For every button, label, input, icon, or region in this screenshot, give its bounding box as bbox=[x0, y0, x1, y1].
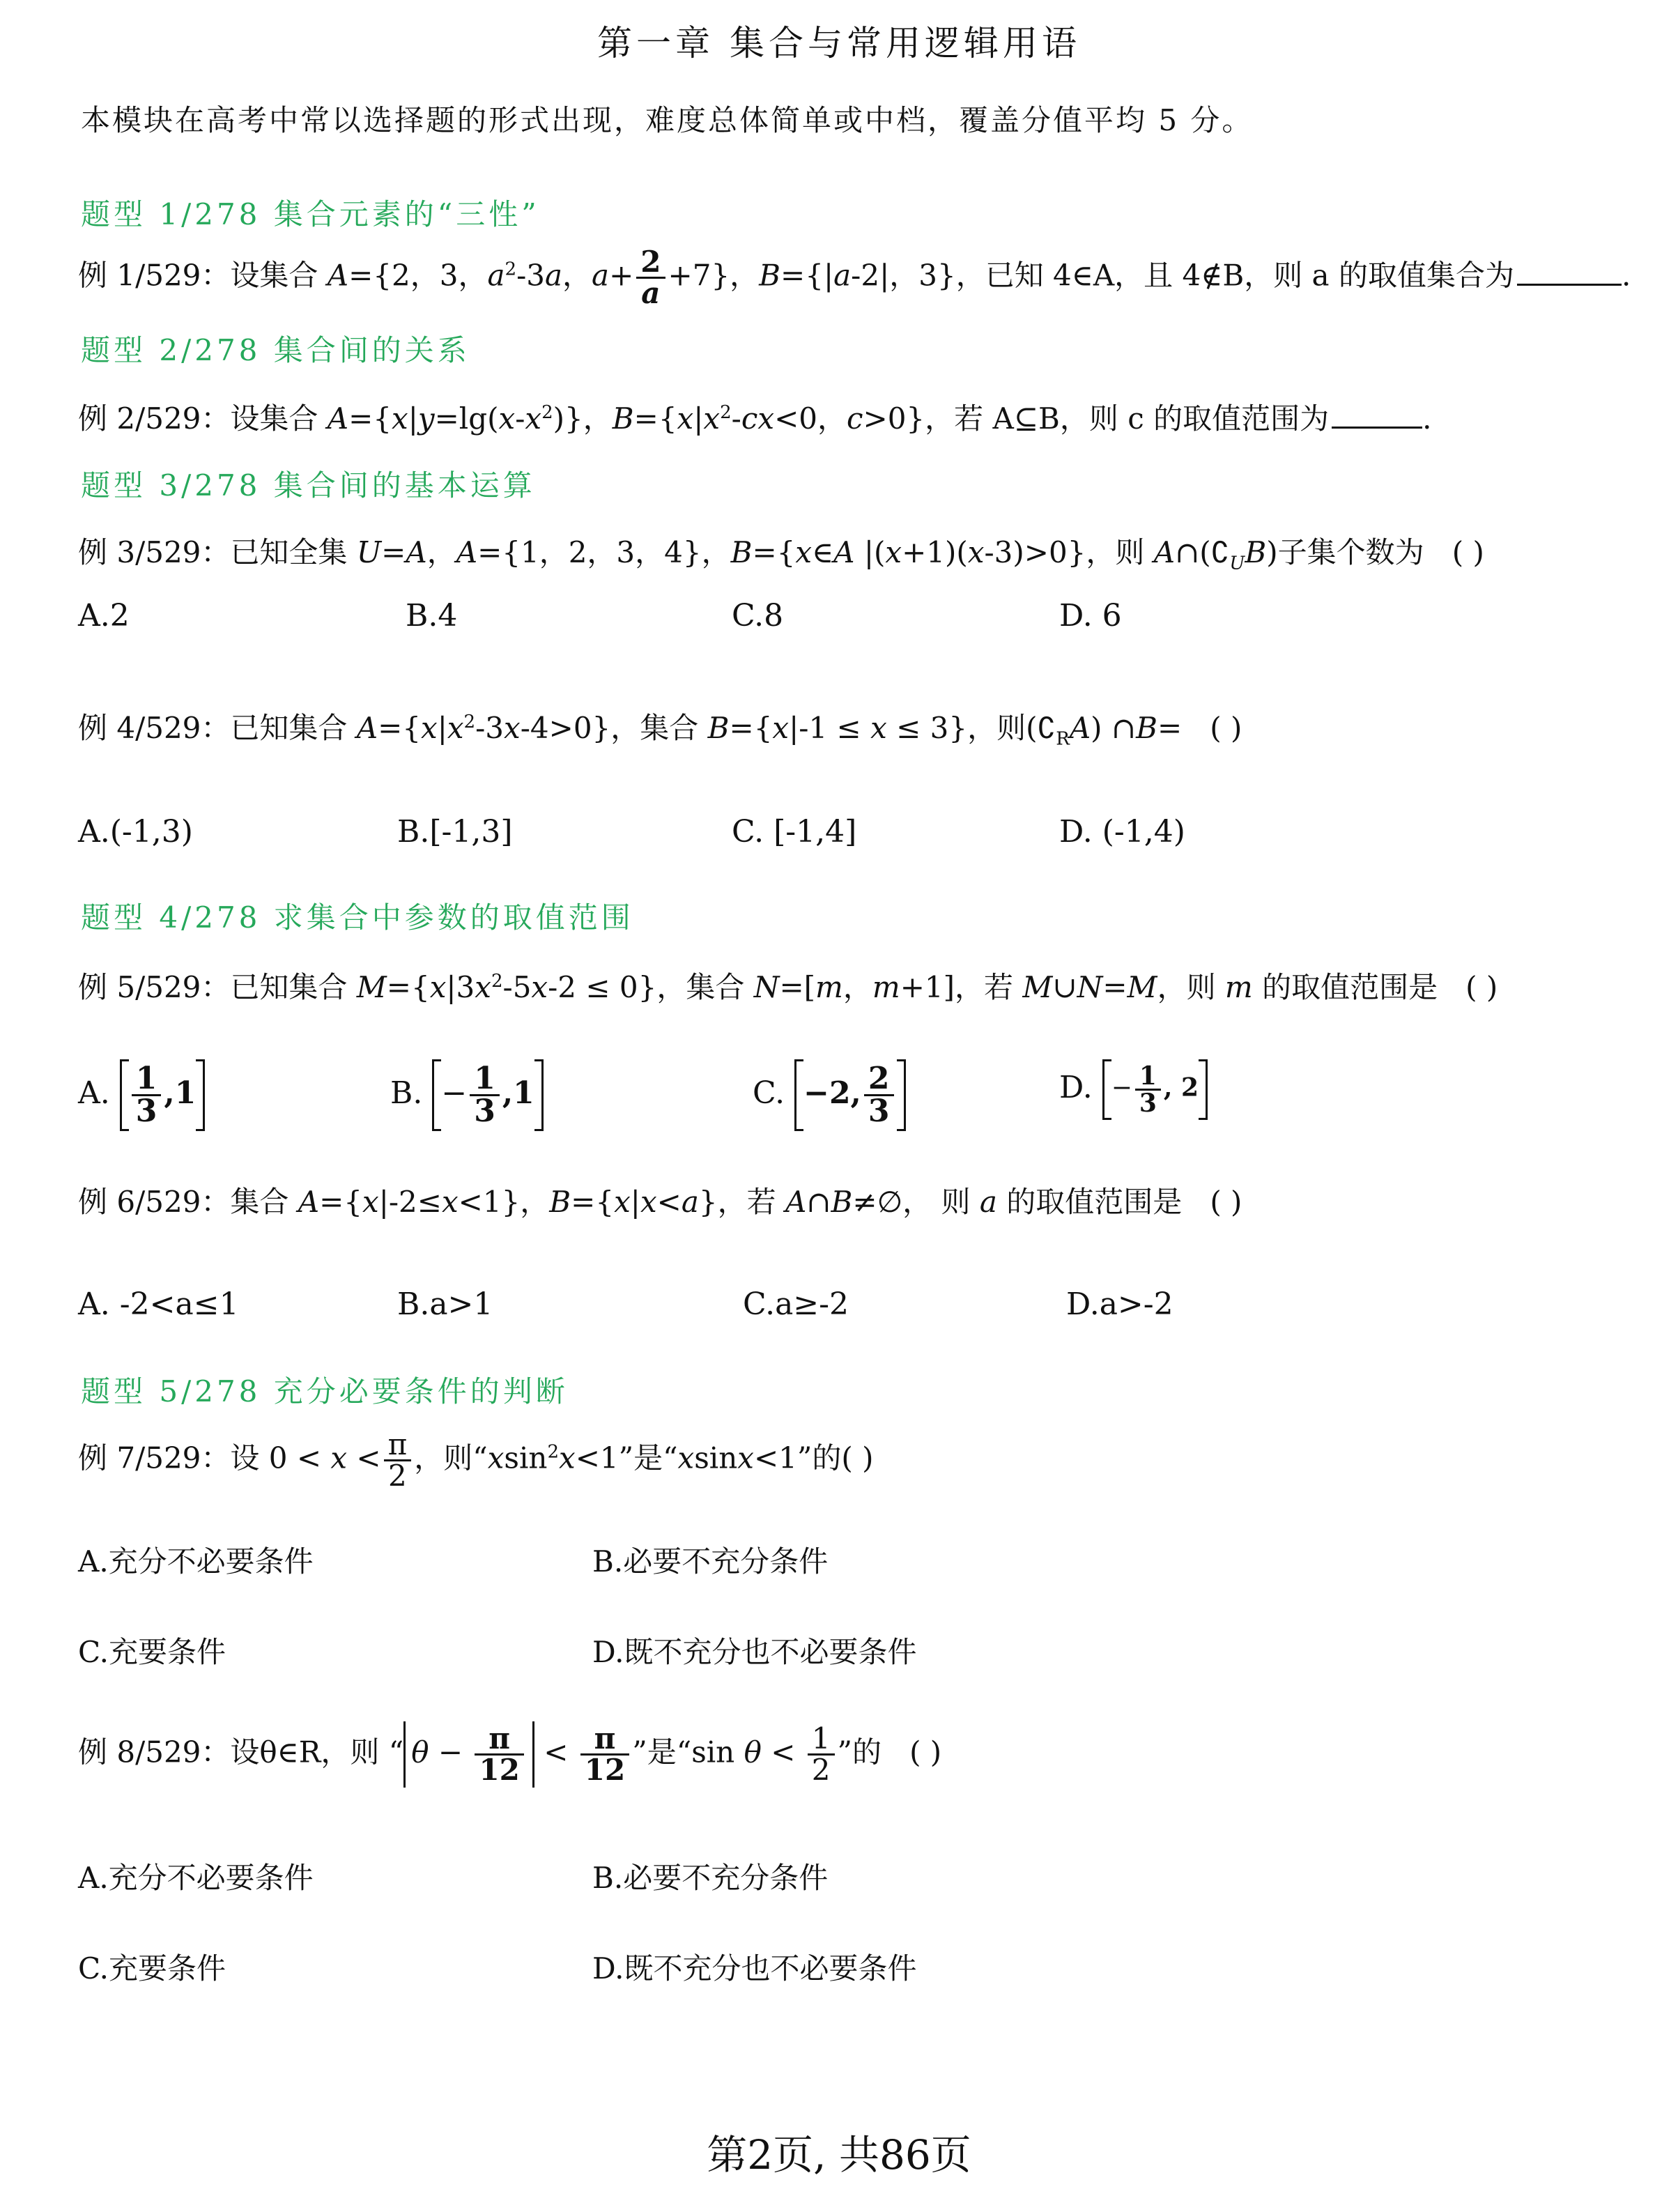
e5-option-b: B. − $\frac{1}{3}$ ,1 bbox=[390, 1059, 544, 1131]
example-1: 例 1/529：设集合 A={2，3，$a^2-3a$，a+ $\frac{2}{a}$ +7}，B={|a-2|，3}，已知 4∈A，且 4∉B，则 a 的取值集合为 . bbox=[78, 245, 1631, 310]
e7-option-a: A.充分不必要条件 bbox=[78, 1544, 314, 1579]
example-7: 例 7/529：设 0 < x < $\frac{\pi}{2}$ ，则“xsin$^2$x<1”是“xsinx<1”的( ) bbox=[78, 1427, 874, 1493]
example-2: 例 2/529：设集合 $A=\{x|y=\lg(x-x^2)\}$，$B=\{x|x^2-cx<0$，c>0}，若 A⊆B，则 c 的取值范围为 . bbox=[78, 401, 1432, 436]
example-3: 例 3/529：已知全集 U=A，A={1，2，3，4}，B={x∈A |(x+1)(x-3)>0}，则 $A\cap(∁_UB)$子集个数为 ( ) bbox=[78, 535, 1484, 574]
example-5-paren: ( ) bbox=[1465, 970, 1498, 1004]
e3-option-a: A.2 bbox=[78, 598, 130, 633]
example-4-paren: ( ) bbox=[1210, 711, 1242, 745]
heading-type-3: 题型 3/278 集合间的基本运算 bbox=[81, 468, 536, 502]
example-5-label: 例 5/529：已知集合 bbox=[78, 970, 357, 1004]
heading-type-5: 题型 5/278 充分必要条件的判断 bbox=[81, 1374, 569, 1408]
chapter-title: 第一章 集合与常用逻辑用语 bbox=[597, 23, 1081, 63]
e4-option-d: D. (-1,4) bbox=[1059, 814, 1185, 850]
e6-option-b: B.a>1 bbox=[397, 1287, 493, 1322]
e5-option-a: A. $\frac{1}{3}$ ,1 bbox=[78, 1059, 205, 1131]
example-6-label: 例 6/529：集合 bbox=[78, 1185, 298, 1219]
e3-option-c: C.8 bbox=[732, 598, 784, 633]
example-3-paren: ( ) bbox=[1452, 535, 1484, 569]
example-7-paren: ( ) bbox=[841, 1441, 874, 1475]
example-4-label: 例 4/529：已知集合 bbox=[78, 711, 357, 745]
example-1-tail: ，已知 4∈A，且 4∉B，则 a 的取值集合为 bbox=[955, 258, 1514, 293]
example-3-label: 例 3/529：已知全集 bbox=[78, 535, 357, 569]
e7-option-d: D.既不充分也不必要条件 bbox=[592, 1635, 917, 1669]
e4-option-c: C. [-1,4] bbox=[732, 814, 857, 850]
example-6: 例 6/529：集合 A={x|-2≤x<1}，B={x|x<a}，若 A∩B≠∅， 则 a 的取值范围是 ( ) bbox=[78, 1185, 1242, 1219]
e3-option-d: D. 6 bbox=[1059, 598, 1122, 633]
example-8: 例 8/529：设θ∈R，则 “ θ − $\frac{\pi}{12}$ < $\frac{\pi}{12}$ ”是“sin θ < $\frac{1}{2}$ ”的 ( ) bbox=[78, 1721, 942, 1787]
e5-option-d: D. − $\frac{1}{3}$ , 2 bbox=[1059, 1059, 1208, 1120]
example-2-label: 例 2/529：设集合 bbox=[78, 401, 328, 436]
e7-option-c: C.充要条件 bbox=[78, 1635, 226, 1669]
e6-option-c: C.a≥-2 bbox=[743, 1287, 849, 1322]
e4-option-a: A.(-1,3) bbox=[78, 814, 193, 850]
page-footer: 第2页, 共86页 bbox=[707, 2131, 971, 2179]
e6-option-d: D.a>-2 bbox=[1066, 1287, 1173, 1322]
e4-option-b: B.[-1,3] bbox=[397, 814, 513, 850]
e6-option-a: A. -2<a≤1 bbox=[78, 1287, 239, 1322]
e8-option-c: C.充要条件 bbox=[78, 1951, 226, 1986]
chapter-intro: 本模块在高考中常以选择题的形式出现，难度总体简单或中档，覆盖分值平均 5 分。 bbox=[81, 103, 1254, 137]
example-4: 例 4/529：已知集合 $A=\{x|x^2-3x-4>0\}$，集合 B={x|-1 ≤ x ≤ 3}，则$(∁_RA)$ ∩B= ( ) bbox=[78, 711, 1242, 750]
example-6-paren: ( ) bbox=[1210, 1185, 1242, 1219]
e8-option-d: D.既不充分也不必要条件 bbox=[592, 1951, 917, 1986]
e5-option-c: C. −2, $\frac{2}{3}$ bbox=[753, 1059, 906, 1131]
example-8-label: 例 8/529：设θ∈R，则 bbox=[78, 1735, 389, 1769]
heading-type-4: 题型 4/278 求集合中参数的取值范围 bbox=[81, 900, 634, 935]
example-7-label: 例 7/529：设 bbox=[78, 1441, 269, 1475]
e8-option-b: B.必要不充分条件 bbox=[592, 1861, 829, 1895]
example-5: 例 5/529：已知集合 $M=\{x|3x^2-5x-2 \le 0\}$，集合 N=[m，m+1]，若 M∪N=M，则 m 的取值范围是 ( ) bbox=[78, 970, 1498, 1004]
example-2-tail: ，若 A⊆B，则 c 的取值范围为 bbox=[925, 401, 1330, 436]
example-1-label: 例 1/529：设集合 bbox=[78, 258, 328, 293]
heading-type-2: 题型 2/278 集合间的关系 bbox=[81, 333, 470, 367]
heading-type-1: 题型 1/278 集合元素的“三性” bbox=[81, 197, 540, 231]
example-8-paren: ( ) bbox=[909, 1735, 942, 1769]
e7-option-b: B.必要不充分条件 bbox=[592, 1544, 829, 1579]
e8-option-a: A.充分不必要条件 bbox=[78, 1861, 314, 1895]
e3-option-b: B.4 bbox=[406, 598, 458, 633]
